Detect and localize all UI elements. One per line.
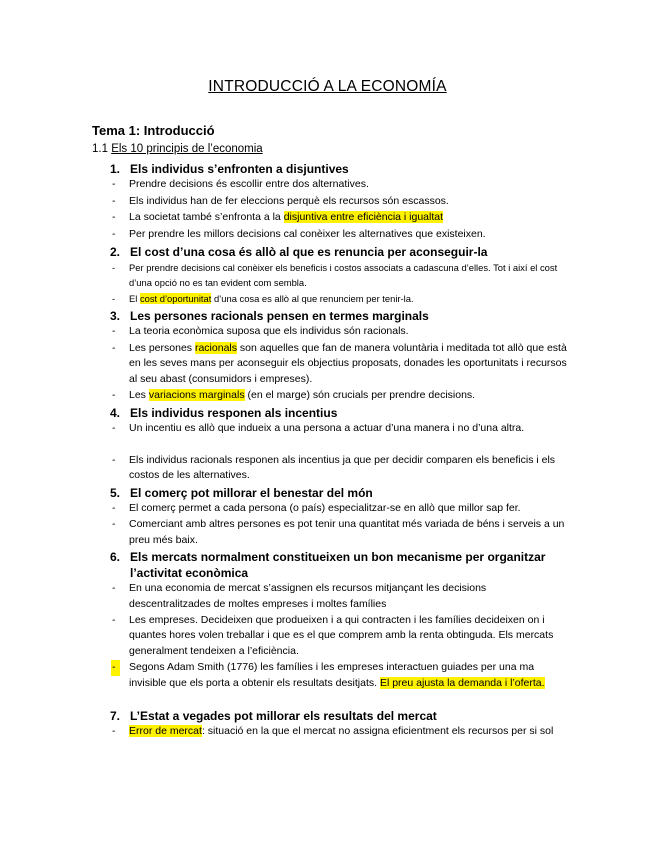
- principles-list: [0, 160, 655, 756]
- principle-title: Els individus s’enfronten a disjuntives: [130, 162, 349, 176]
- list-item: [112, 517, 564, 548]
- item-text: Prendre decisions és escollir entre dos alternatives.: [129, 178, 369, 190]
- item-text: Per prendre les millors decisions cal conèixer les alternatives que existeixen.: [129, 227, 486, 240]
- principle-number: 6.: [110, 550, 121, 564]
- highlighted-text: El preu ajusta la demanda i l’oferta.: [379, 676, 545, 689]
- list-item: [112, 227, 564, 243]
- principle-number: 5.: [110, 485, 121, 500]
- item-text: Els individus racionals responen als incentius ja que per decidir comparen els beneficis i els costos de les alternatives.: [129, 453, 556, 481]
- bullet-dash: -: [112, 422, 116, 434]
- principle-number: 1.: [110, 162, 121, 176]
- principle-number: 7.: [110, 709, 121, 723]
- list-item: [112, 421, 564, 452]
- item-text: La societat també s’enfronta a la: [129, 211, 284, 223]
- bullet-dash: -: [112, 518, 116, 530]
- item-text: : situació en la que el mercat no assigna eficientment els recursos per si sol: [201, 725, 554, 737]
- bullet-dash: -: [112, 501, 116, 514]
- bullet-dash: -: [112, 194, 116, 207]
- item-text: Un incentiu es allò que indueix a una persona a actuar d’una manera i no d’una altra.: [129, 422, 525, 434]
- principle-number: 4.: [110, 406, 121, 420]
- principle-heading: [110, 485, 580, 501]
- bullet-dash: -: [112, 211, 116, 223]
- principle-heading: [110, 161, 580, 177]
- list-item: [112, 453, 564, 484]
- bullet-dash: -: [112, 261, 116, 273]
- principle-title: Les persones racionals pensen en termes marginals: [130, 309, 429, 323]
- bullet-dash: -: [112, 582, 116, 594]
- bullet-dash: -: [112, 613, 116, 626]
- bullet-dash: -: [112, 341, 116, 354]
- bullet-dash: -: [112, 178, 116, 190]
- item-text: En una economia de mercat s’assignen els recursos mitjançant les decisions descentralitzades de moltes empreses i moltes famílies: [129, 582, 487, 610]
- list-item: [112, 660, 564, 707]
- principle-heading: [110, 708, 580, 724]
- list-item: [112, 341, 567, 388]
- list-item: [112, 388, 564, 404]
- bullet-dash: -: [111, 660, 120, 676]
- principle-number: 3.: [110, 309, 121, 323]
- list-item: [112, 724, 564, 755]
- principle-title: Els mercats normalment constitueixen un bon mecanisme per organitzar l’activitat econòmica: [130, 550, 546, 580]
- bullet-dash: -: [112, 227, 116, 240]
- bullet-dash: -: [112, 725, 116, 737]
- bullet-dash: -: [112, 453, 116, 466]
- highlighted-text: racionals: [194, 341, 237, 354]
- document-title: INTRODUCCIÓ A LA ECONOMÍA: [208, 78, 447, 95]
- principle-title: El cost d’una cosa és allò al que es renuncia per aconseguir-la: [130, 244, 488, 259]
- item-text: son aquelles que fan de manera voluntària i meditada tot allò que està en les seves mans per aconseguir els objectius proposats, donades les oportunitats i recursos al seu abast (consumidors i empreses).: [129, 341, 567, 385]
- principle-title: El comerç pot millorar el benestar del món: [130, 485, 373, 500]
- item-text: Comerciant amb altres persones es pot tenir una quantitat més variada de béns i serveis a un preu més baix.: [129, 518, 565, 546]
- principle-title: L’Estat a vegades pot millorar els resultats del mercat: [130, 709, 437, 723]
- principle-number: 2.: [110, 244, 121, 259]
- list-item: [112, 260, 564, 291]
- list-item: [112, 291, 564, 307]
- highlighted-text: Error de mercat: [129, 725, 202, 737]
- section-title: Tema 1: Introducció: [92, 123, 215, 138]
- item-text: Les: [129, 389, 149, 401]
- list-item: [112, 581, 564, 612]
- item-text: Per prendre decisions cal conèixer els beneficis i costos associats a cadascuna d’elles. Tot i així el cost d’una opció no es tan evident com sembla.: [129, 261, 558, 288]
- list-item: [112, 210, 564, 226]
- list-item: [112, 324, 564, 340]
- item-text: Les persones: [129, 341, 195, 354]
- list-item: [112, 194, 564, 210]
- principle-heading: [110, 405, 580, 421]
- item-text: Els individus han de fer eleccions perquè els recursos són escassos.: [129, 194, 449, 207]
- principle-heading: [110, 308, 580, 324]
- item-text: d’una cosa es allò al que renunciem per tenir-la.: [211, 293, 414, 304]
- list-item: [112, 177, 564, 193]
- principle-heading: [110, 549, 580, 581]
- subsection-title: [92, 143, 263, 155]
- highlighted-text: variacions marginals: [148, 389, 245, 401]
- principle-title: Els individus responen als incentius: [130, 406, 338, 420]
- principle-heading: [110, 244, 580, 260]
- highlighted-text: cost d’oportunitat: [139, 293, 212, 304]
- item-text: Les empreses. Decideixen que produeixen i a qui contracten i les famílies decideixen on i quantes hores volen treballar i que es el que comprem amb la renta obtinguda. Els mercats generalment tendeixen a l’eficiència.: [129, 613, 554, 657]
- item-text: El comerç permet a cada persona (o país) especialitzar-se en allò que millor sap fer.: [129, 501, 521, 514]
- subsection-prefix: 1.1: [92, 143, 112, 155]
- bullet-dash: -: [112, 293, 116, 304]
- item-text: La teoria econòmica suposa que els individus són racionals.: [129, 325, 409, 337]
- bullet-dash: -: [112, 325, 116, 337]
- highlighted-text: disjuntiva entre eficiència i igualtat: [283, 211, 444, 223]
- list-item: [112, 613, 564, 660]
- subsection-text: Els 10 principis de l’economia: [111, 143, 263, 155]
- item-text: (en el marge) són crucials per prendre decisions.: [244, 389, 476, 401]
- list-item: [112, 501, 564, 517]
- bullet-dash: -: [112, 389, 116, 401]
- item-text: El: [129, 293, 140, 304]
- item-text: Segons Adam Smith (1776) les famílies i les empreses interactuen guiades per una ma invisible que els porta a obtenir els resultats desitjats.: [129, 661, 535, 689]
